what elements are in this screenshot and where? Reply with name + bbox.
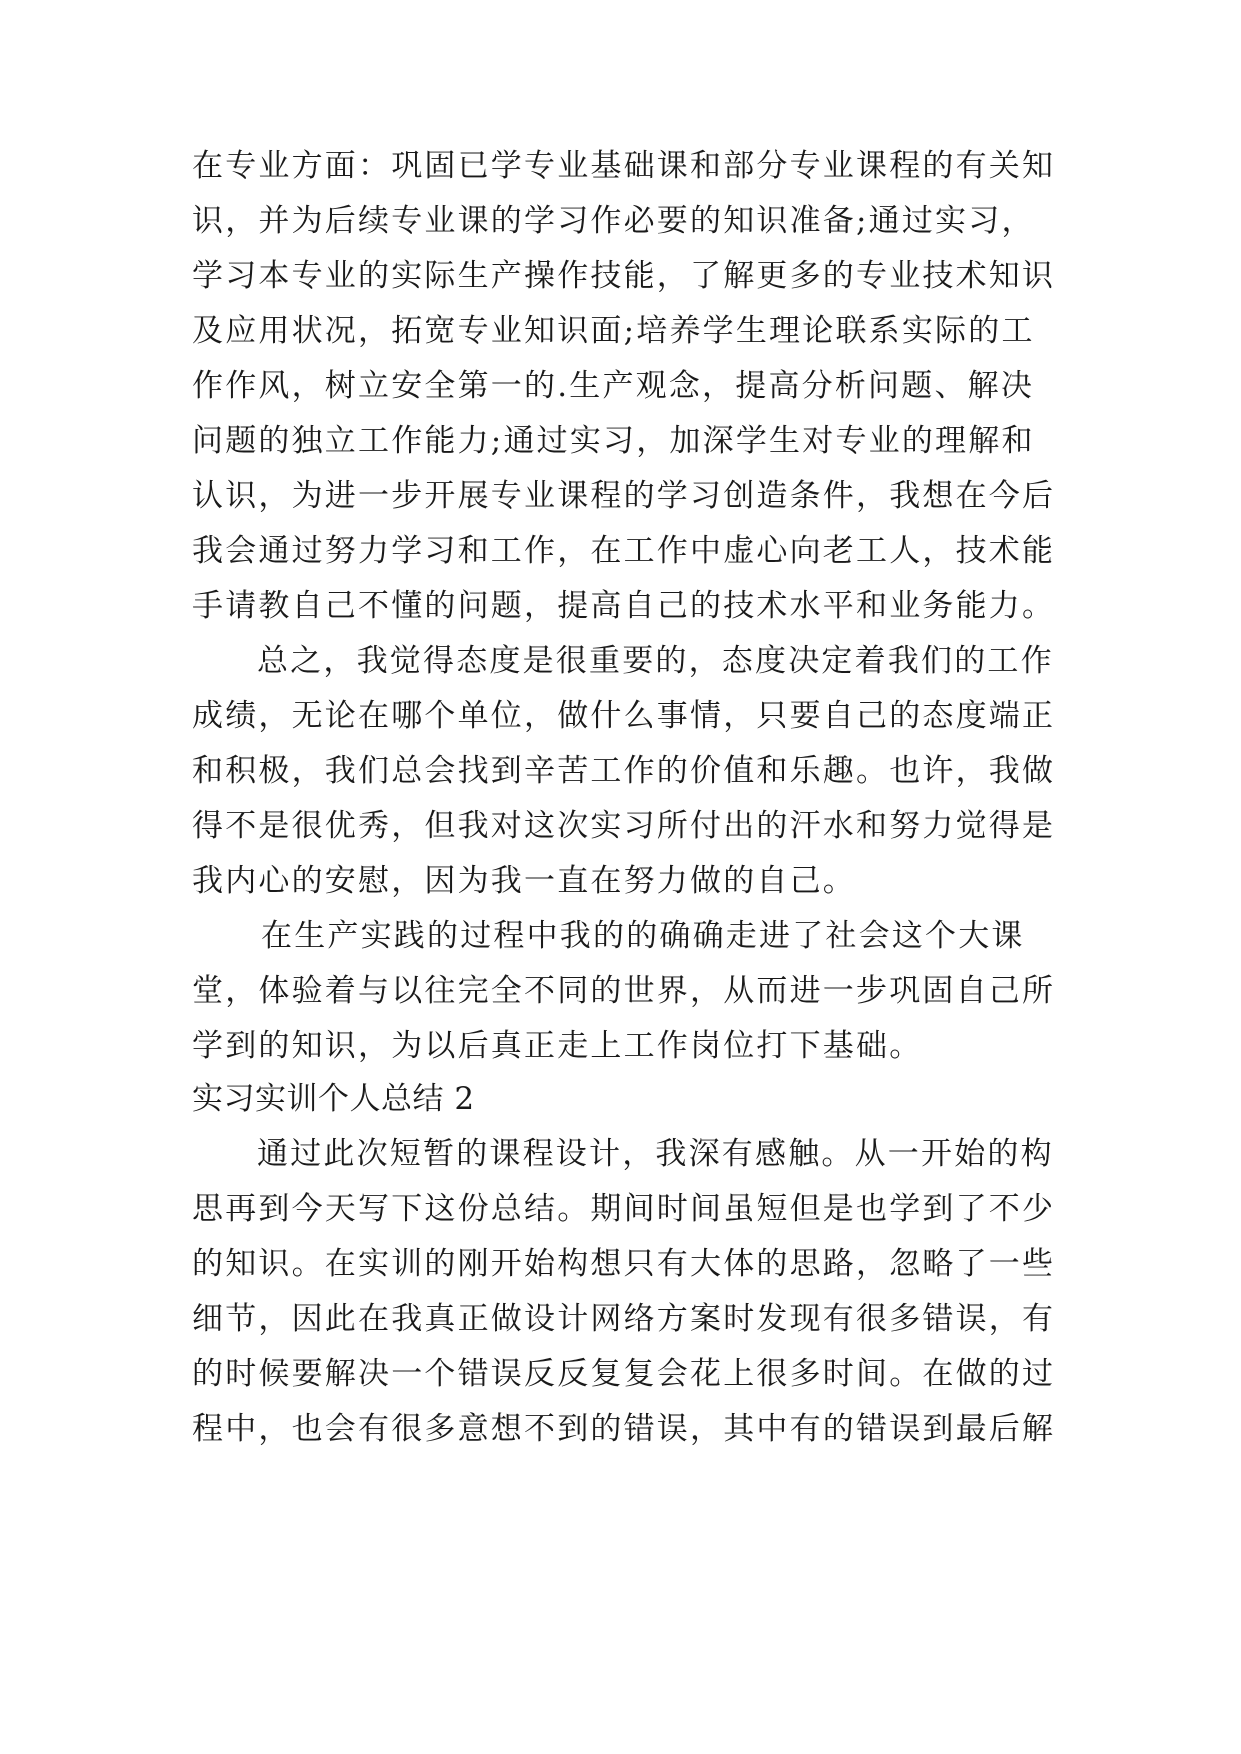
paragraph-3-line-2: 堂，体验着与以往完全不同的世界，从而进一步巩固自己所 [192,973,1056,1009]
paragraph-2-line-5: 我内心的安慰，因为我一直在努力做的自己。 [192,863,856,899]
paragraph-4-line-4: 细节，因此在我真正做设计网络方案时发现有很多错误，有 [192,1301,1056,1337]
paragraph-1-line-9: 手请教自己不懂的问题，提高自己的技术水平和业务能力。 [192,588,1056,624]
paragraph-1-line-7: 认识，为进一步开展专业课程的学习创造条件，我想在今后 [192,478,1056,514]
paragraph-4-line-2: 思再到今天写下这份总结。期间时间虽短但是也学到了不少 [192,1191,1056,1227]
paragraph-3-line-1: 在生产实践的过程中我的的确确走进了社会这个大课 [261,918,1025,954]
paragraph-1-line-4: 及应用状况，拓宽专业知识面;培养学生理论联系实际的工 [192,313,1035,349]
paragraph-4-line-3: 的知识。在实训的刚开始构想只有大体的思路，忽略了一些 [192,1246,1056,1282]
paragraph-2-line-3: 和积极，我们总会找到辛苦工作的价值和乐趣。也许，我做 [192,753,1056,789]
paragraph-1-line-1: 在专业方面：巩固已学专业基础课和部分专业课程的有关知 [192,148,1056,184]
section-heading: 实习实训个人总结 2 [192,1081,475,1117]
paragraph-1-line-6: 问题的独立工作能力;通过实习，加深学生对专业的理解和 [192,423,1035,459]
paragraph-1-line-3: 学习本专业的实际生产操作技能，了解更多的专业技术知识 [192,258,1056,294]
paragraph-4-line-6: 程中，也会有很多意想不到的错误，其中有的错误到最后解 [192,1411,1056,1447]
paragraph-3-line-3: 学到的知识，为以后真正走上工作岗位打下基础。 [192,1028,923,1064]
paragraph-2-line-1: 总之，我觉得态度是很重要的，态度决定着我们的工作 [257,643,1054,679]
paragraph-1-line-2: 识，并为后续专业课的学习作必要的知识准备;通过实习， [192,203,1035,239]
paragraph-1-line-5: 作作风，树立安全第一的.生产观念，提高分析问题、解决 [192,368,1035,404]
paragraph-4-line-5: 的时候要解决一个错误反反复复会花上很多时间。在做的过 [192,1356,1056,1392]
paragraph-2-line-2: 成绩，无论在哪个单位，做什么事情，只要自己的态度端正 [192,698,1056,734]
paragraph-1-line-8: 我会通过努力学习和工作，在工作中虚心向老工人，技术能 [192,533,1056,569]
paragraph-2-line-4: 得不是很优秀，但我对这次实习所付出的汗水和努力觉得是 [192,808,1056,844]
paragraph-4-line-1: 通过此次短暂的课程设计，我深有感触。从一开始的构 [257,1136,1054,1172]
